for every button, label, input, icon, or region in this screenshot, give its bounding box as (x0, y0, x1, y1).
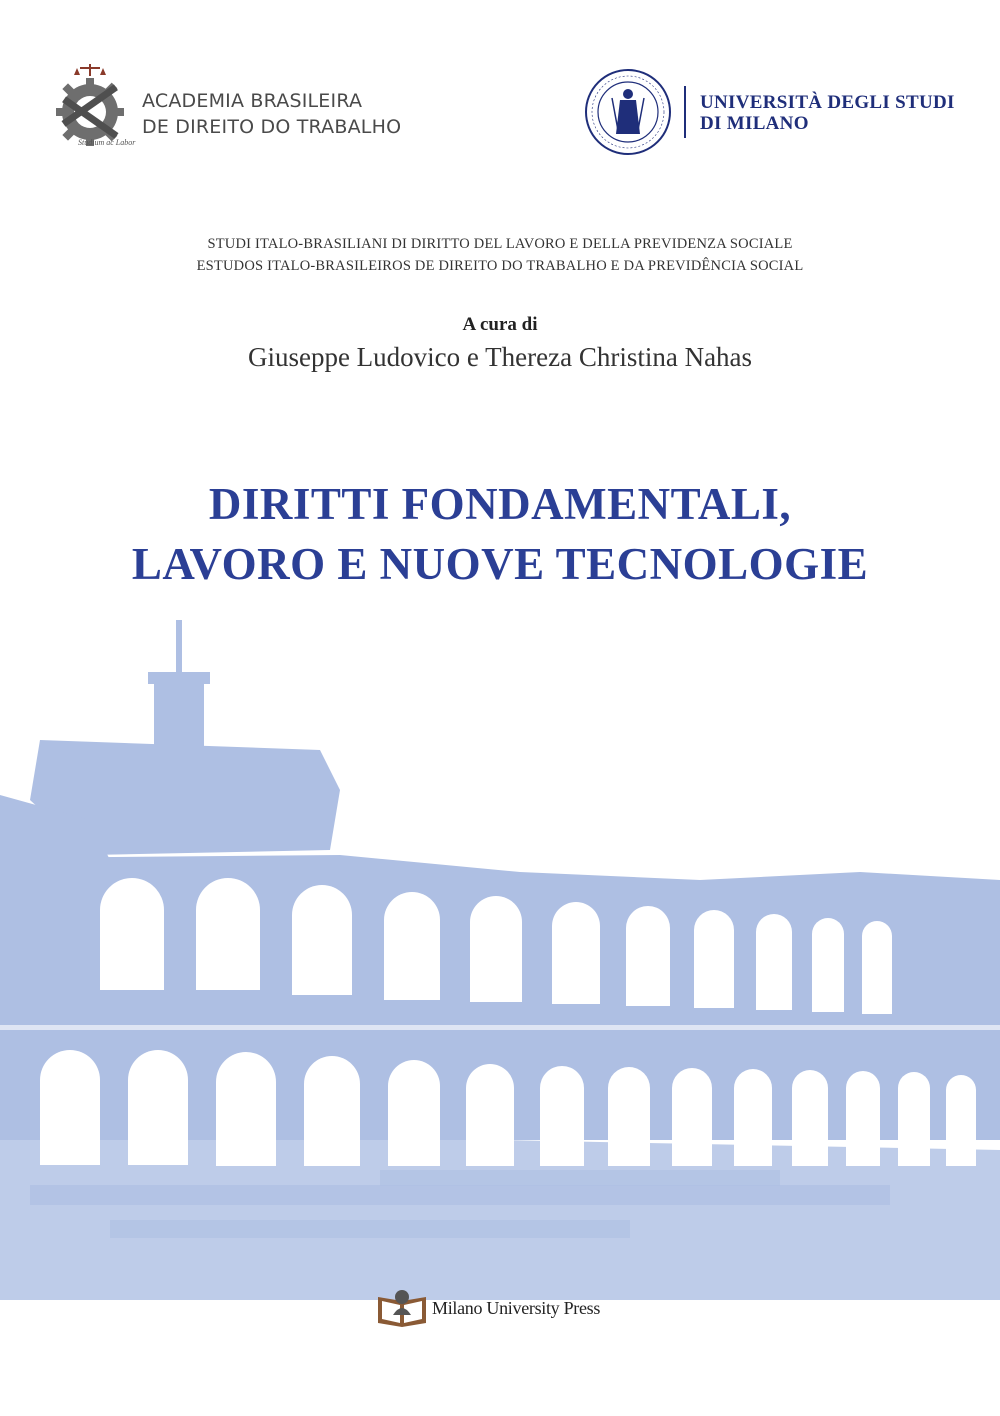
unimi-name-line1: UNIVERSITÀ DEGLI STUDI (700, 92, 955, 113)
university-seal-icon (584, 68, 672, 156)
series-title-portuguese: ESTUDOS ITALO-BRASILEIROS DE DIREITO DO TRABALHO E DA PREVIDÊNCIA SOCIAL (196, 258, 804, 274)
unimi-name-line2: DI MILANO (700, 113, 809, 134)
abdt-name-line2: DE DIREITO DO TRABALHO (142, 116, 402, 138)
abdt-motto: Studium ac Labor (78, 138, 136, 147)
unimi-name (700, 92, 955, 134)
book-title-line1: DIRITTI FONDAMENTALI, (208, 479, 792, 529)
arcade-building-illustration (0, 610, 1000, 1300)
abdt-name-line1: ACADEMIA BRASILEIRA (142, 90, 363, 112)
book-title (0, 474, 1000, 594)
unimi-divider (684, 86, 686, 138)
series-title-italian: STUDI ITALO-BRASILIANI DI DIRITTO DEL LAVORO E DELLA PREVIDENZA SOCIALE (207, 236, 793, 252)
editors-label: A cura di (462, 314, 538, 335)
publisher-name: Milano University Press (432, 1298, 601, 1318)
editors-names: Giuseppe Ludovico e Thereza Christina Nahas (247, 342, 753, 372)
book-title-line2: LAVORO E NUOVE TECNOLOGIE (131, 539, 869, 589)
abdt-name (142, 88, 401, 140)
